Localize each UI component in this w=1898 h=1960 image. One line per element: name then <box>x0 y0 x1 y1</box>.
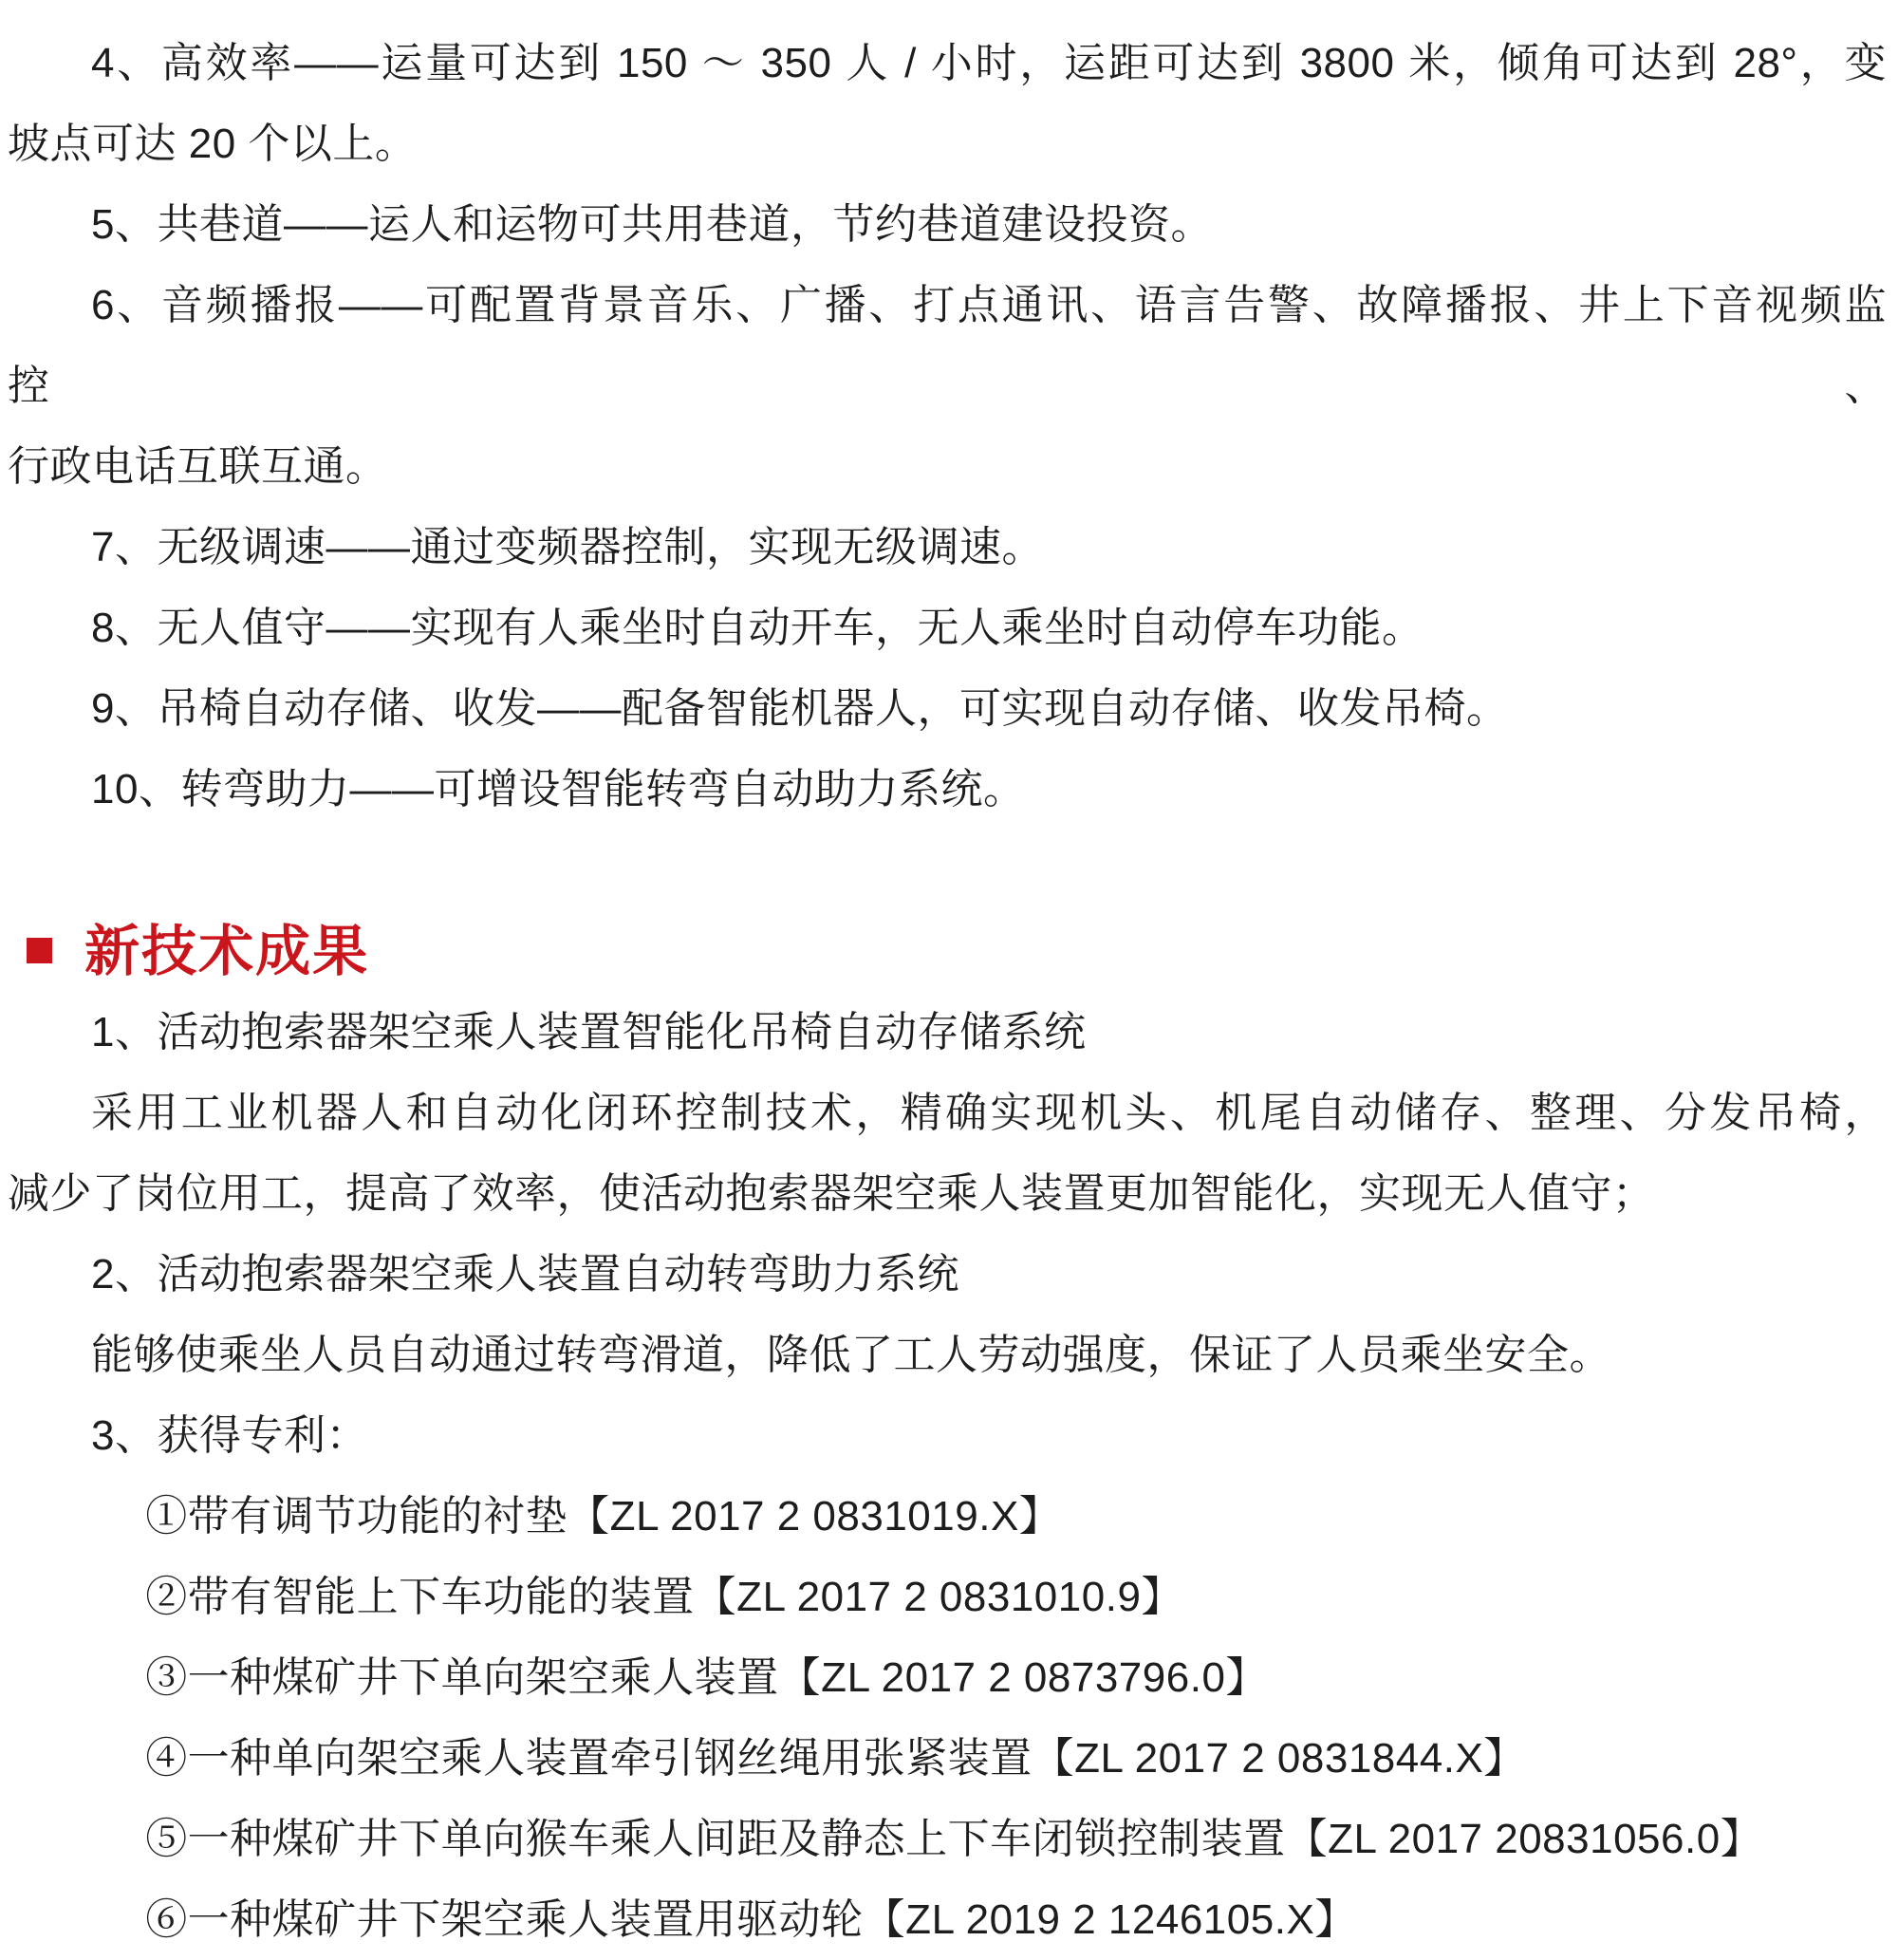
achievement-line: 3、获得专利： <box>91 1412 368 1459</box>
patent-line: ①带有调节功能的衬垫【ZL 2017 2 0831019.X】 <box>145 1493 1062 1540</box>
feature-line: 8、无人值守——实现有人乘坐时自动开车，无人乘坐时自动停车功能。 <box>91 605 1424 651</box>
achievement-line: 采用工业机器人和自动化闭环控制技术，精确实现机头、机尾自动储存、整理、分发吊椅， <box>91 1090 1887 1136</box>
patent-line: ⑤一种煤矿井下单向猴车乘人间距及静态上下车闭锁控制装置【ZL 2017 20831056.0】 <box>145 1816 1763 1862</box>
feature-line: 10、转弯助力——可增设智能转弯自动助力系统。 <box>91 766 1026 812</box>
square-bullet-icon <box>27 938 52 963</box>
section-heading <box>8 911 1887 992</box>
feature-line: 5、共巷道——运人和运物可共用巷道，节约巷道建设投资。 <box>91 201 1213 248</box>
feature-line-continuation: 行政电话互联互通。 <box>8 443 388 490</box>
patent-line: ③一种煤矿井下单向架空乘人装置【ZL 2017 2 0873796.0】 <box>145 1654 1268 1701</box>
patent-line: ②带有智能上下车功能的装置【ZL 2017 2 0831010.9】 <box>145 1574 1183 1620</box>
achievement-line: 能够使乘坐人员自动通过转弯滑道，降低了工人劳动强度，保证了人员乘坐安全。 <box>91 1332 1611 1378</box>
feature-line: 4、高效率——运量可达到 150 ～ 350 人 / 小时，运距可达到 3800 米，倾角可达到 28°，变 <box>91 40 1887 86</box>
achievement-line-continuation: 减少了岗位用工，提高了效率，使活动抱索器架空乘人装置更加智能化，实现无人值守； <box>8 1170 1655 1217</box>
section-heading-label: 新技术成果 <box>84 921 370 982</box>
feature-line-continuation: 坡点可达 20 个以上。 <box>8 121 418 167</box>
feature-line: 7、无级调速——通过变频器控制，实现无级调速。 <box>91 524 1044 570</box>
feature-line: 6、音频播报——可配置背景音乐、广播、打点通讯、语言告警、故障播报、井上下音视频监控、 <box>8 282 1887 409</box>
patent-line: ⑥一种煤矿井下架空乘人装置用驱动轮【ZL 2019 2 1246105.X】 <box>145 1896 1357 1943</box>
patent-line: ④一种单向架空乘人装置牵引钢丝绳用张紧装置【ZL 2017 2 0831844.X】 <box>145 1735 1526 1782</box>
feature-line: 9、吊椅自动存储、收发——配备智能机器人，可实现自动存储、收发吊椅。 <box>91 685 1509 732</box>
achievement-line: 2、活动抱索器架空乘人装置自动转弯助力系统 <box>91 1251 959 1297</box>
achievement-line: 1、活动抱索器架空乘人装置智能化吊椅自动存储系统 <box>91 1009 1087 1055</box>
